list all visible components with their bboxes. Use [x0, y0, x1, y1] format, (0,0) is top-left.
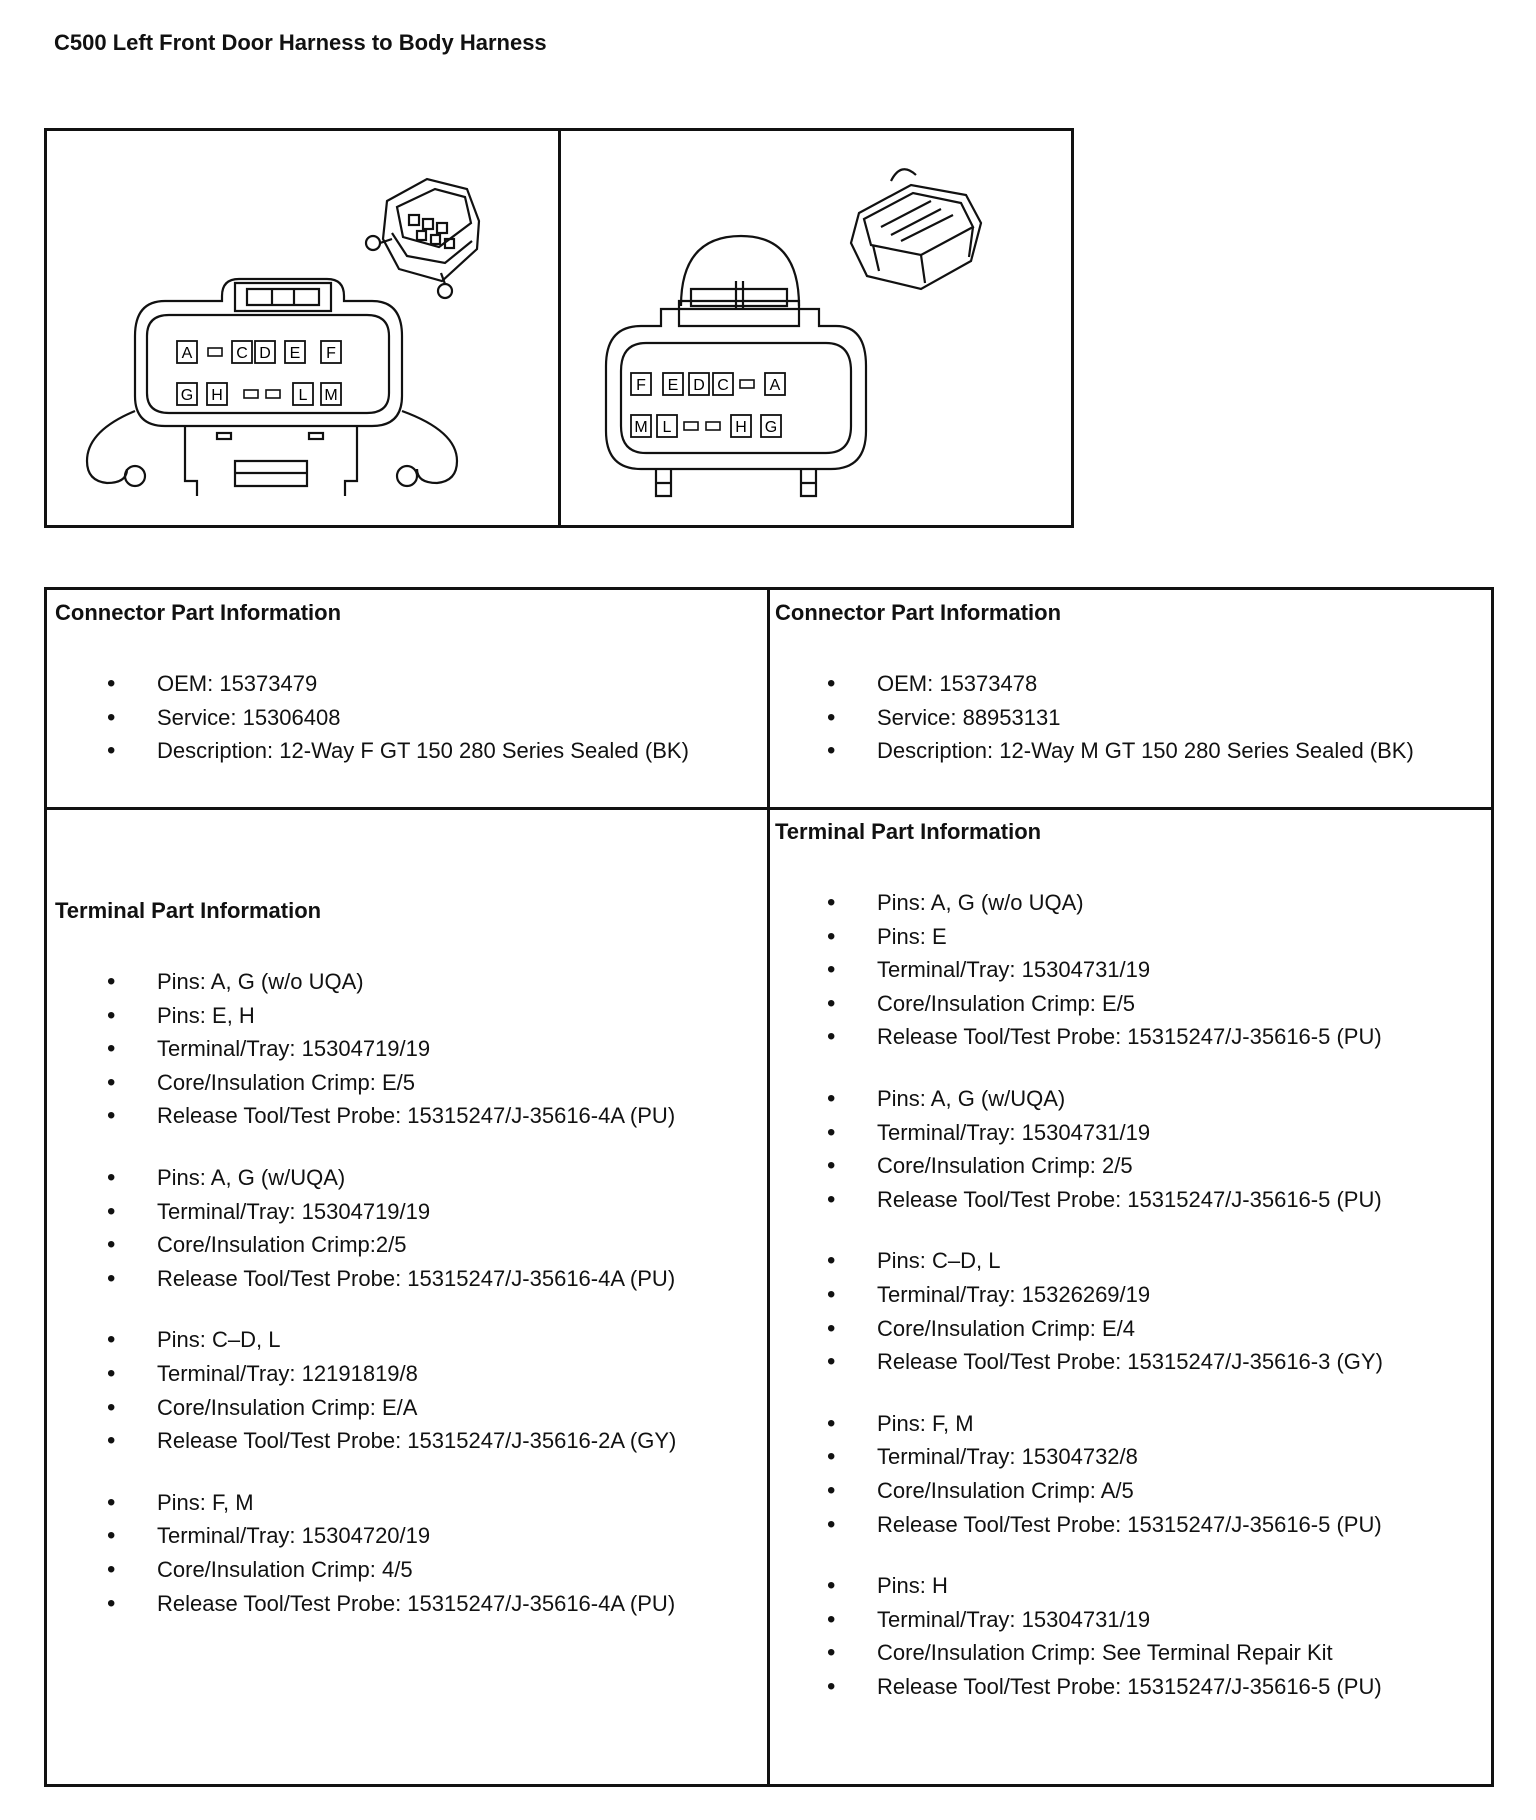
empty-cavity — [208, 348, 222, 356]
list-item: • Terminal/Tray: 15304731/19 — [775, 1116, 1493, 1150]
left-terminal-heading: Terminal Part Information — [55, 898, 322, 923]
right-connector-info-cell — [775, 600, 1493, 768]
pin-label: M — [324, 387, 338, 404]
pin-label: E — [667, 377, 679, 394]
list-item: • Terminal/Tray: 15304720/19 — [55, 1519, 763, 1553]
list-item: • Service: 15306408 — [55, 701, 763, 735]
empty-cavity — [706, 422, 720, 430]
list-item: • Release Tool/Test Probe: 15315247/J-35616-5 (PU) — [775, 1020, 1493, 1054]
list-item: • Terminal/Tray: 15304731/19 — [775, 953, 1493, 987]
list-item: • Core/Insulation Crimp: 2/5 — [775, 1149, 1493, 1183]
list-item: • Release Tool/Test Probe: 15315247/J-35616-5 (PU) — [775, 1670, 1493, 1704]
list-item: • Release Tool/Test Probe: 15315247/J-35616-4A (PU) — [55, 1099, 763, 1133]
pin-label: C — [717, 377, 729, 394]
terminal-group — [775, 1569, 1493, 1703]
left-terminal-info-cell — [55, 898, 763, 1648]
list-item: • Core/Insulation Crimp: A/5 — [775, 1474, 1493, 1508]
list-item: • Pins: C–D, L — [775, 1244, 1493, 1278]
list-item: • Terminal/Tray: 15304731/19 — [775, 1603, 1493, 1637]
list-item: • Core/Insulation Crimp: E/A — [55, 1391, 763, 1425]
pin-label: F — [326, 345, 336, 362]
pin-label: G — [764, 419, 778, 436]
empty-cavity — [684, 422, 698, 430]
list-item: • Terminal/Tray: 15304719/19 — [55, 1032, 763, 1066]
list-item: • Release Tool/Test Probe: 15315247/J-35616-5 (PU) — [775, 1183, 1493, 1217]
terminal-group — [775, 1082, 1493, 1216]
connector-diagram-panel — [44, 128, 1074, 528]
list-item: • Pins: C–D, L — [55, 1323, 763, 1357]
list-item: • Terminal/Tray: 15304719/19 — [55, 1195, 763, 1229]
male-connector-3d-icon — [851, 169, 981, 289]
pin-label: D — [259, 345, 271, 362]
left-connector-heading: Connector Part Information — [55, 600, 342, 625]
list-item: • OEM: 15373478 — [775, 667, 1493, 701]
list-item: • Core/Insulation Crimp: 4/5 — [55, 1553, 763, 1587]
right-terminal-info-cell — [775, 819, 1493, 1731]
list-item: • Pins: H — [775, 1569, 1493, 1603]
list-item: • Core/Insulation Crimp: E/5 — [775, 987, 1493, 1021]
list-item: • Pins: F, M — [775, 1407, 1493, 1441]
male-connector-diagram — [561, 131, 1069, 525]
empty-cavity — [740, 380, 754, 388]
page-title: C500 Left Front Door Harness to Body Harness — [54, 30, 547, 55]
list-item: • Release Tool/Test Probe: 15315247/J-35616-4A (PU) — [55, 1262, 763, 1296]
terminal-group — [55, 1486, 763, 1620]
right-connector-list — [775, 667, 1493, 768]
list-item: • Terminal/Tray: 15304732/8 — [775, 1440, 1493, 1474]
pin-label: C — [236, 345, 248, 362]
pin-label: L — [298, 387, 308, 404]
pin-label: L — [662, 419, 672, 436]
pin-label: H — [735, 419, 747, 436]
right-connector-heading: Connector Part Information — [775, 600, 1062, 625]
list-item: • Core/Insulation Crimp: E/5 — [55, 1066, 763, 1100]
list-item: • Pins: E — [775, 920, 1493, 954]
terminal-group — [55, 1323, 763, 1457]
list-item: • Terminal/Tray: 12191819/8 — [55, 1357, 763, 1391]
list-item: • Pins: A, G (w/UQA) — [775, 1082, 1493, 1116]
terminal-group — [55, 965, 763, 1133]
female-connector-diagram — [47, 131, 555, 525]
list-item: • Description: 12-Way F GT 150 280 Series Sealed (BK) — [55, 734, 763, 768]
list-item: • Terminal/Tray: 15326269/19 — [775, 1278, 1493, 1312]
empty-cavity — [266, 390, 280, 398]
pin-label: G — [180, 387, 194, 404]
part-information-table — [44, 587, 1494, 1787]
table-vertical-divider — [767, 590, 770, 1784]
list-item: • Pins: E, H — [55, 999, 763, 1033]
empty-cavity — [244, 390, 258, 398]
left-terminal-groups — [55, 965, 763, 1620]
list-item: • Release Tool/Test Probe: 15315247/J-35616-4A (PU) — [55, 1587, 763, 1621]
list-item: • Release Tool/Test Probe: 15315247/J-35616-3 (GY) — [775, 1345, 1493, 1379]
list-item: • Pins: A, G (w/o UQA) — [55, 965, 763, 999]
list-item: • Description: 12-Way M GT 150 280 Series Sealed (BK) — [775, 734, 1493, 768]
female-connector-3d-icon — [366, 179, 479, 298]
right-terminal-groups — [775, 886, 1493, 1703]
list-item: • Core/Insulation Crimp:2/5 — [55, 1228, 763, 1262]
left-connector-info-cell — [55, 600, 763, 768]
list-item: • Pins: A, G (w/o UQA) — [775, 886, 1493, 920]
list-item: • Pins: F, M — [55, 1486, 763, 1520]
list-item: • Release Tool/Test Probe: 15315247/J-35616-2A (GY) — [55, 1424, 763, 1458]
list-item: • Pins: A, G (w/UQA) — [55, 1161, 763, 1195]
female-pin-row-2 — [177, 383, 341, 405]
pin-label: A — [181, 345, 193, 362]
pin-label: M — [634, 419, 648, 436]
left-connector-list — [55, 667, 763, 768]
male-pin-row-2 — [631, 415, 781, 437]
list-item: • Service: 88953131 — [775, 701, 1493, 735]
table-horizontal-divider — [47, 807, 1491, 810]
female-pin-row-1 — [177, 341, 341, 363]
right-terminal-heading: Terminal Part Information — [775, 819, 1042, 844]
list-item: • Core/Insulation Crimp: E/4 — [775, 1312, 1493, 1346]
pin-label: H — [211, 387, 223, 404]
terminal-group — [775, 1244, 1493, 1378]
terminal-group — [775, 1407, 1493, 1541]
male-pin-row-1 — [631, 373, 785, 395]
pin-label: F — [636, 377, 646, 394]
list-item: • Release Tool/Test Probe: 15315247/J-35616-5 (PU) — [775, 1508, 1493, 1542]
terminal-group — [775, 886, 1493, 1054]
pin-label: E — [289, 345, 301, 362]
pin-label: D — [693, 377, 705, 394]
terminal-group — [55, 1161, 763, 1295]
pin-label: A — [769, 377, 781, 394]
list-item: • Core/Insulation Crimp: See Terminal Repair Kit — [775, 1636, 1493, 1670]
list-item: • OEM: 15373479 — [55, 667, 763, 701]
